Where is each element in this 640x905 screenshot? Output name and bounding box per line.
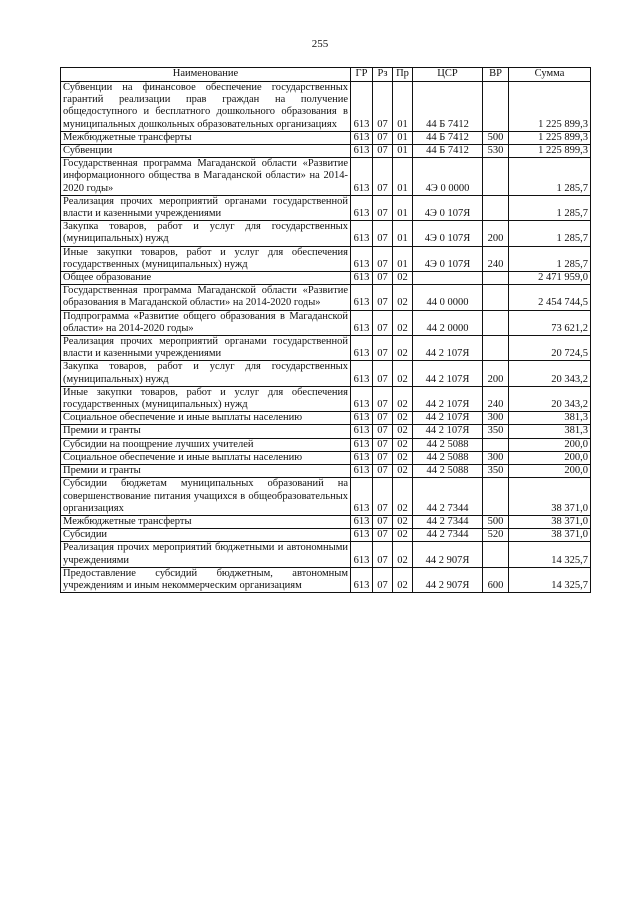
- row-csr: 44 0 0000: [413, 285, 483, 310]
- row-vr: [483, 478, 509, 516]
- table-row: [61, 412, 591, 425]
- row-gr: 613: [351, 336, 373, 361]
- row-sum: 14 325,7: [509, 567, 591, 592]
- header-csr: ЦСР: [413, 68, 483, 82]
- row-vr: 300: [483, 451, 509, 464]
- table-row: [61, 478, 591, 516]
- row-pr: 02: [393, 412, 413, 425]
- row-csr: 44 2 0000: [413, 310, 483, 335]
- row-rz: 07: [373, 361, 393, 386]
- row-pr: 01: [393, 246, 413, 271]
- row-rz: 07: [373, 529, 393, 542]
- row-pr: 02: [393, 361, 413, 386]
- table-row: [61, 145, 591, 158]
- row-gr: 613: [351, 272, 373, 285]
- row-csr: 44 2 107Я: [413, 386, 483, 411]
- row-name: Субсидии: [61, 529, 351, 542]
- row-sum: 2 471 959,0: [509, 272, 591, 285]
- page-number: 255: [311, 38, 329, 50]
- row-gr: 613: [351, 425, 373, 438]
- header-name: Наименование: [61, 68, 351, 82]
- table-row: [61, 451, 591, 464]
- row-gr: 613: [351, 567, 373, 592]
- row-csr: 4Э 0 107Я: [413, 221, 483, 246]
- row-rz: 07: [373, 285, 393, 310]
- row-csr: 44 Б 7412: [413, 145, 483, 158]
- row-rz: 07: [373, 412, 393, 425]
- row-pr: 02: [393, 272, 413, 285]
- row-name: Субвенции на финансовое обеспечение государственных гарантий реализации прав граждан на получение общедоступного и бесплатного дошкольного образования в муниципальных дошкольных образовательных организациях: [61, 82, 351, 132]
- row-rz: 07: [373, 272, 393, 285]
- row-vr: 520: [483, 529, 509, 542]
- row-rz: 07: [373, 438, 393, 451]
- row-rz: 07: [373, 145, 393, 158]
- row-pr: 01: [393, 82, 413, 132]
- row-rz: 07: [373, 221, 393, 246]
- row-sum: 2 454 744,5: [509, 285, 591, 310]
- row-rz: 07: [373, 131, 393, 144]
- row-name: Иные закупки товаров, работ и услуг для обеспечения государственных (муниципальных) нужд: [61, 246, 351, 271]
- row-name: Предоставление субсидий бюджетным, автономным учреждениям и иным некоммерческим организациям: [61, 567, 351, 592]
- row-vr: [483, 285, 509, 310]
- header-rz: Рз: [373, 68, 393, 82]
- row-sum: 1 225 899,3: [509, 131, 591, 144]
- row-rz: 07: [373, 451, 393, 464]
- row-sum: 38 371,0: [509, 529, 591, 542]
- row-name: Межбюджетные трансферты: [61, 515, 351, 528]
- table-row: [61, 515, 591, 528]
- row-name: Премии и гранты: [61, 465, 351, 478]
- row-pr: 02: [393, 478, 413, 516]
- row-vr: [483, 82, 509, 132]
- table-row: [61, 310, 591, 335]
- row-pr: 01: [393, 131, 413, 144]
- row-gr: 613: [351, 221, 373, 246]
- row-name: Социальное обеспечение и иные выплаты населению: [61, 451, 351, 464]
- row-name: Реализация прочих мероприятий органами государственной власти и казенными учреждениями: [61, 336, 351, 361]
- table-row: [61, 438, 591, 451]
- header-gr: ГР: [351, 68, 373, 82]
- row-name: Субсидии на поощрение лучших учителей: [61, 438, 351, 451]
- row-vr: 200: [483, 361, 509, 386]
- row-csr: 44 2 5088: [413, 465, 483, 478]
- row-gr: 613: [351, 361, 373, 386]
- row-vr: [483, 158, 509, 196]
- row-csr: 4Э 0 107Я: [413, 246, 483, 271]
- header-pr: Пр: [393, 68, 413, 82]
- table-row: [61, 336, 591, 361]
- row-csr: 44 2 7344: [413, 529, 483, 542]
- budget-table: [60, 67, 591, 593]
- row-vr: [483, 272, 509, 285]
- row-name: Государственная программа Магаданской области «Развитие информационного общества в Магаданской области» на 2014-2020 годы»: [61, 158, 351, 196]
- row-rz: 07: [373, 478, 393, 516]
- row-rz: 07: [373, 82, 393, 132]
- row-vr: [483, 542, 509, 567]
- row-rz: 07: [373, 515, 393, 528]
- row-csr: 4Э 0 0000: [413, 158, 483, 196]
- row-vr: 200: [483, 221, 509, 246]
- row-csr: [413, 272, 483, 285]
- row-sum: 38 371,0: [509, 478, 591, 516]
- row-vr: [483, 336, 509, 361]
- row-gr: 613: [351, 451, 373, 464]
- row-vr: 350: [483, 465, 509, 478]
- row-sum: 381,3: [509, 412, 591, 425]
- row-gr: 613: [351, 285, 373, 310]
- row-rz: 07: [373, 386, 393, 411]
- row-rz: 07: [373, 158, 393, 196]
- row-rz: 07: [373, 567, 393, 592]
- row-name: Государственная программа Магаданской области «Развитие образования в Магаданской области» на 2014-2020 годы»: [61, 285, 351, 310]
- row-gr: 613: [351, 82, 373, 132]
- row-csr: 44 2 5088: [413, 438, 483, 451]
- row-name: Реализация прочих мероприятий бюджетными и автономными учреждениями: [61, 542, 351, 567]
- row-gr: 613: [351, 465, 373, 478]
- row-sum: 1 285,7: [509, 195, 591, 220]
- row-gr: 613: [351, 438, 373, 451]
- row-csr: 44 Б 7412: [413, 131, 483, 144]
- row-name: Межбюджетные трансферты: [61, 131, 351, 144]
- row-sum: 1 225 899,3: [509, 82, 591, 132]
- row-sum: 1 285,7: [509, 221, 591, 246]
- row-pr: 01: [393, 158, 413, 196]
- row-rz: 07: [373, 310, 393, 335]
- row-name: Социальное обеспечение и иные выплаты населению: [61, 412, 351, 425]
- row-gr: 613: [351, 478, 373, 516]
- row-pr: 02: [393, 285, 413, 310]
- row-csr: 44 2 107Я: [413, 412, 483, 425]
- table-row: [61, 567, 591, 592]
- row-pr: 02: [393, 567, 413, 592]
- row-sum: 73 621,2: [509, 310, 591, 335]
- row-pr: 02: [393, 542, 413, 567]
- table-row: [61, 542, 591, 567]
- table-row: [61, 246, 591, 271]
- table-row: [61, 272, 591, 285]
- row-sum: 200,0: [509, 438, 591, 451]
- row-name: Общее образование: [61, 272, 351, 285]
- table-row: [61, 221, 591, 246]
- row-pr: 01: [393, 145, 413, 158]
- row-name: Закупка товаров, работ и услуг для государственных (муниципальных) нужд: [61, 361, 351, 386]
- row-rz: 07: [373, 465, 393, 478]
- row-name: Иные закупки товаров, работ и услуг для обеспечения государственных (муниципальных) нужд: [61, 386, 351, 411]
- table-row: [61, 386, 591, 411]
- table-row: [61, 425, 591, 438]
- row-pr: 02: [393, 465, 413, 478]
- row-sum: 20 343,2: [509, 386, 591, 411]
- row-sum: 381,3: [509, 425, 591, 438]
- row-gr: 613: [351, 412, 373, 425]
- row-sum: 1 285,7: [509, 158, 591, 196]
- row-gr: 613: [351, 158, 373, 196]
- row-pr: 02: [393, 425, 413, 438]
- row-vr: [483, 438, 509, 451]
- row-csr: 44 2 7344: [413, 478, 483, 516]
- row-sum: 20 724,5: [509, 336, 591, 361]
- row-vr: 240: [483, 386, 509, 411]
- row-pr: 02: [393, 515, 413, 528]
- row-gr: 613: [351, 386, 373, 411]
- row-csr: 4Э 0 107Я: [413, 195, 483, 220]
- table-row: [61, 82, 591, 132]
- row-gr: 613: [351, 542, 373, 567]
- table-row: [61, 361, 591, 386]
- row-sum: 38 371,0: [509, 515, 591, 528]
- row-sum: 14 325,7: [509, 542, 591, 567]
- row-csr: 44 2 107Я: [413, 425, 483, 438]
- row-sum: 200,0: [509, 465, 591, 478]
- header-sum: Сумма: [509, 68, 591, 82]
- table-row: [61, 158, 591, 196]
- row-name: Закупка товаров, работ и услуг для государственных (муниципальных) нужд: [61, 221, 351, 246]
- row-vr: 350: [483, 425, 509, 438]
- row-sum: 200,0: [509, 451, 591, 464]
- row-pr: 02: [393, 438, 413, 451]
- row-name: Субвенции: [61, 145, 351, 158]
- row-gr: 613: [351, 515, 373, 528]
- row-rz: 07: [373, 246, 393, 271]
- row-csr: 44 2 107Я: [413, 336, 483, 361]
- table-row: [61, 465, 591, 478]
- row-vr: 240: [483, 246, 509, 271]
- row-csr: 44 2 5088: [413, 451, 483, 464]
- row-gr: 613: [351, 131, 373, 144]
- row-csr: 44 2 107Я: [413, 361, 483, 386]
- row-gr: 613: [351, 310, 373, 335]
- table-header-row: [61, 68, 591, 82]
- row-rz: 07: [373, 425, 393, 438]
- row-csr: 44 2 907Я: [413, 567, 483, 592]
- row-csr: 44 2 7344: [413, 515, 483, 528]
- row-pr: 02: [393, 336, 413, 361]
- table-row: [61, 285, 591, 310]
- row-vr: 600: [483, 567, 509, 592]
- row-sum: 1 225 899,3: [509, 145, 591, 158]
- row-vr: 530: [483, 145, 509, 158]
- row-vr: 300: [483, 412, 509, 425]
- row-pr: 01: [393, 221, 413, 246]
- row-pr: 02: [393, 529, 413, 542]
- row-rz: 07: [373, 195, 393, 220]
- table-row: [61, 195, 591, 220]
- table-row: [61, 131, 591, 144]
- row-pr: 02: [393, 451, 413, 464]
- row-csr: 44 2 907Я: [413, 542, 483, 567]
- row-gr: 613: [351, 246, 373, 271]
- header-vr: ВР: [483, 68, 509, 82]
- row-gr: 613: [351, 195, 373, 220]
- row-sum: 20 343,2: [509, 361, 591, 386]
- row-name: Премии и гранты: [61, 425, 351, 438]
- row-pr: 02: [393, 310, 413, 335]
- row-pr: 02: [393, 386, 413, 411]
- row-pr: 01: [393, 195, 413, 220]
- row-gr: 613: [351, 145, 373, 158]
- row-csr: 44 Б 7412: [413, 82, 483, 132]
- row-gr: 613: [351, 529, 373, 542]
- row-rz: 07: [373, 336, 393, 361]
- row-sum: 1 285,7: [509, 246, 591, 271]
- row-name: Реализация прочих мероприятий органами государственной власти и казенными учреждениями: [61, 195, 351, 220]
- row-vr: 500: [483, 515, 509, 528]
- row-name: Подпрограмма «Развитие общего образования в Магаданской области» на 2014-2020 годы»: [61, 310, 351, 335]
- table-row: [61, 529, 591, 542]
- row-vr: [483, 310, 509, 335]
- row-rz: 07: [373, 542, 393, 567]
- row-name: Субсидии бюджетам муниципальных образований на совершенствование питания учащихся в общеобразовательных организациях: [61, 478, 351, 516]
- row-vr: 500: [483, 131, 509, 144]
- table-body: [61, 82, 591, 593]
- row-vr: [483, 195, 509, 220]
